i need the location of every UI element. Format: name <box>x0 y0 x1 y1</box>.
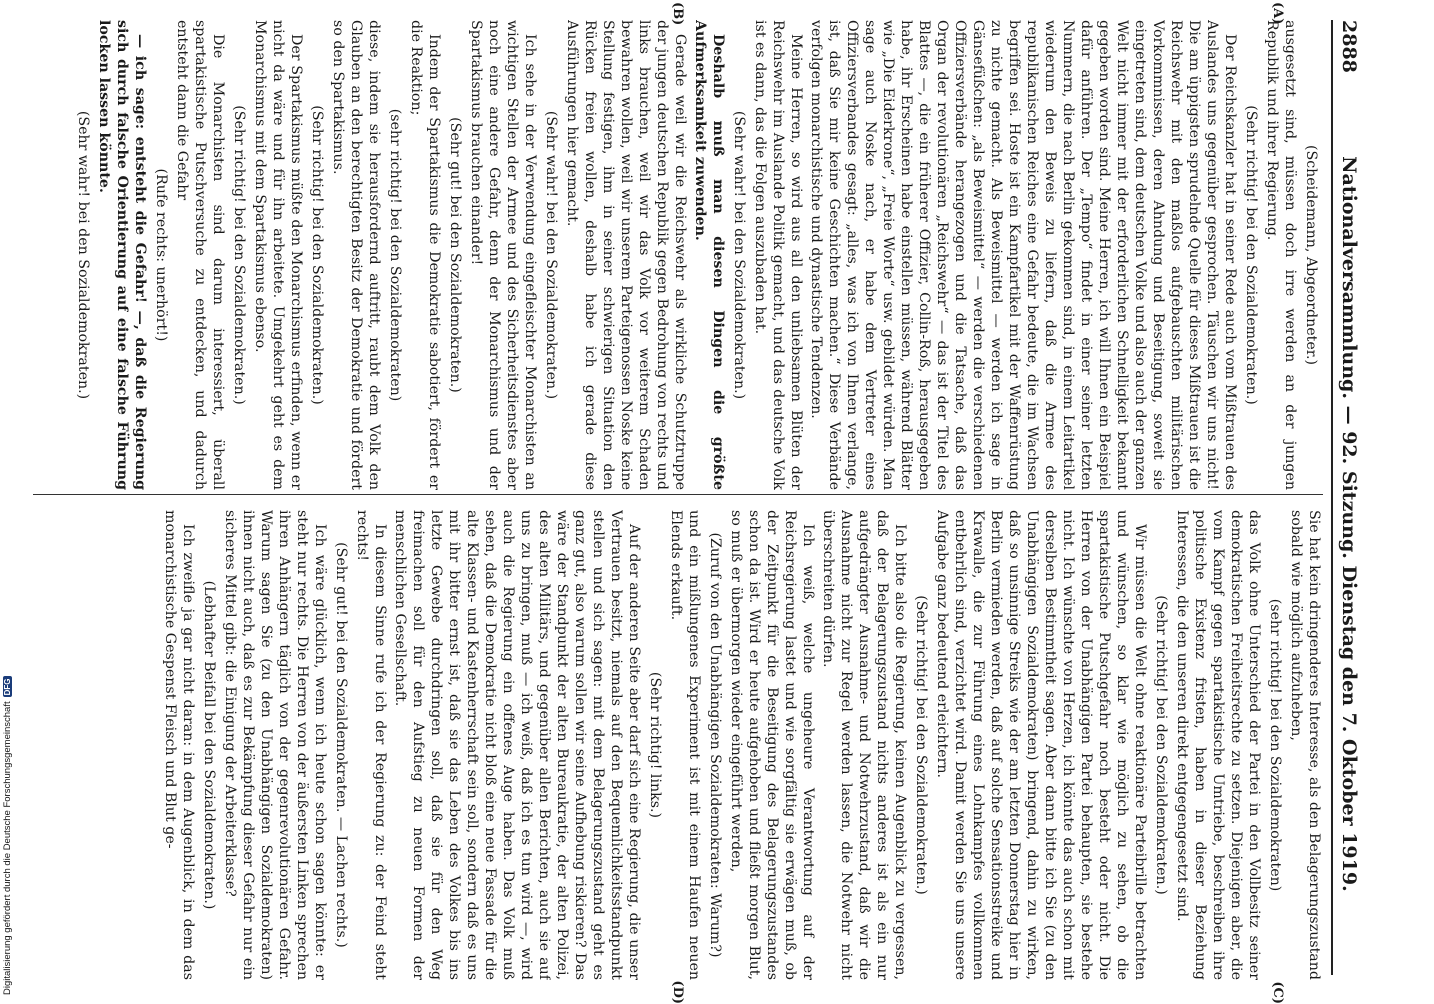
paragraph: Ich sehe in der Verwendung eingefleischter Monarchisten an wichtigen Stellen der Armee und des Sicherheitsdienstes aber noch eine andere Gefahr, denn der Monarchismus und der Spartakismus brauchen einander! <box>468 20 538 490</box>
margin-letter-d: (D) <box>670 980 685 1004</box>
paragraph: Meine Herren, so wird aus all den unliebsamen Blüten der Reichswehr im Auslande Politik gemacht, und das deutsche Volk ist es dann, das die Folgen auszubaden hat. <box>752 20 804 490</box>
margin-letter-a: (A) <box>1270 2 1285 25</box>
interjection: (Sehr richtig! bei den Sozialdemokraten.) <box>1153 595 1169 895</box>
right-column <box>33 510 1323 980</box>
header-rule <box>1331 20 1333 975</box>
margin-letter-b: (B) <box>670 2 685 26</box>
paragraph: diese, indem sie herausfordernd auftritt, raubt dem Volk den Glauben an den berechtigten Besitz der Demokratie und fördert so den Spartakismus. <box>330 20 382 490</box>
paragraph: ausgesetzt sind, müssen doch irre werden an der jungen Republik und ihrer Regierung. <box>1264 20 1298 490</box>
paragraph: In diesem Sinne rufe ich der Regierung zu: der Feind steht rechts! <box>354 510 388 980</box>
interjection: (Sehr wahr! bei den Sozialdemokraten.) <box>731 110 747 400</box>
paragraph: Ich bitte also die Regierung, keinen Augenblick zu vergessen, daß der Belagerungszustand nichts anderes ist als ein nur aufgedrängter Ausnahme- und Notwehrzustand, daß wir die Ausnahme nicht zur Regel werden lassen, die Notwehr nicht überschreiten dürfen. <box>820 510 908 980</box>
paragraph: Sie hat kein dringenderes Interesse, als den Belagerungszustand sobald wie möglich aufzuheben, <box>1288 510 1322 980</box>
interjection: (Sehr wahr! bei den Sozialdemokraten.) <box>75 110 91 400</box>
paragraph: Die Monarchisten sind darum interessiert, überall spartakistische Putschversuche zu entdecken, und dadurch entsteht dann die Gefahr <box>174 20 226 490</box>
paragraph: das Volk ohne Unterschied der Partei in den Vollbesitz seiner demokratischen Freiheitsrechte zu setzen. Diejenigen aber, die vom Kampf gegen spartakistische Umtriebe, beschreiben ihre politische Existenz fristen, haben in dieser Beziehung Interessen, die den unseren direkt entgegengesetzt sind. <box>1174 510 1262 980</box>
page-number: 2888 <box>1338 20 1360 73</box>
paragraph: Auf der anderen Seite aber darf sich eine Regierung, die unser Vertrauen besitzt, niemals auf den Bequemlichkeitsstandpunkt stellen und sich sagen: mit dem Belagerungszustand geht es ganz gut, also warum sollen wir seine Aufhebung riskieren? Das wäre der Standpunkt der alten Bureaukratie, der alten Polizei, des alten Militärs, und gegenüber allen Berichten, auch sie auf uns zu bringen, muß — ich weiß, daß ich es tun wird —, wird auch die Regierung ein offenes Auge haben. Das Volk muß sehen, daß die Demokratie nicht bloß eine neue Fassade für die alte Klassen- und Kastenherrschaft sein soll, sondern daß es uns mit ihr bitter ernst ist, daß sie das Leben des Volkes bis ins letzte Gewebe durchdringen soll, daß sie für den Weg freimachen soll für den Aufstieg zu neuen Formen der menschlichen Gesellschaft. <box>392 510 642 980</box>
paragraph: Ich weiß, welche ungeheure Verantwortung auf der Reichsregierung lastet und wie sorgfältig sie erwägen muß, ob der Zeitpunkt für die Beseitigung des Belagerungszustandes schon da ist. Wird er heute aufgehoben und fließt morgen Blut, so muß er übermorgen wieder eingeführt werden, <box>728 510 816 980</box>
paragraph: Der Reichskanzler hat in seiner Rede auch vom Mißtrauen des Auslandes uns gegenüber gesprochen. Täuschen wir uns nicht! Die am üppigsten sprudelnde Quelle für dieses Mißtrauen ist die Reichswehr mit den maßlos aufgebauschten militärischen Vorkommnissen, deren Ahndung und Beseitigung, soweit sie eingetreten sind, dem deutschen Volke und also auch der ganzen Welt nicht immer mit der erforderlichen Schnelligkeit bekannt gegeben worden sind. Meine Herren, ich will Ihnen ein Beispiel dafür anführen. Der „Tempo“ findet in einer seiner letzten Nummern, die nach Berlin gekommen sind, in einem Leitartikel wiederum den Beweis zu liefern, daß die Armee des republikanischen Reiches eine Gefahr bedeute, die im Wachsen begriffen sei. Hoste ist ein Kampfartikel mit der Waffenrüstung zu nichte gemacht. Als Beweismittel — werden ich sage in Gänsefüßchen: „als Beweismittel“ — werden die verschiedenen Offiziersverbände herangezogen und die Tatsache, daß das Organ der revolutionären „Reichswehr“ — das ist der Titel des Blattes —, die ein früherer Offizier, Collin-Roß, herausgegeben habe, ihr Erscheinen habe einstellen müssen, während Blätter wie „Die Eiderkrone“, „Freie Worte“ usw. gebildet würden. Man sage auch Noske nach, er habe dem Vertreter eines Offiziersverbandes gesagt: „alles, was ich von Ihnen verlange, ist, daß Sie mir keine Geschichten machen.“ Diese Verbände verfolgen monarchistische und dynastische Tendenzen. <box>808 20 1238 490</box>
paragraph: Wir müssen die Welt ohne reaktionäre Parteibrille betrachten und wünschen, so klar wie möglich zu sehen, ob die spartakistische Putschgefahr noch besteht oder nicht. Die Herren von der Unabhängigen Partei behaupten, sie bestehe nicht. Ich wünschte von Herzen, ich könnte das auch schon mit derselben Bestimmtheit sagen. Aber dann bitte ich Sie (zu den Unabhängigen Sozialdemokraten) bringend, dahin zu wirken, daß so unsinnige Streiks wie der am letzten Donnerstag hier in Berlin vermieden werden, daß auf solche Sensationsstreike und Krawalle, die zur Führung eines Lohnkampfes vollkommen entbehrlich sind, verzichtet wird. Damit werden Sie uns unsere Aufgabe ganz bedeutend erleichtern. <box>934 510 1148 980</box>
page-title: Nationalversammlung. — 92. Sitzung. Dienstag den 7. Oktober 1919. <box>1338 156 1360 892</box>
interjection: (Sehr richtig! bei den Sozialdemokraten.) <box>913 595 929 895</box>
interjection: (sehr richtig! bei den Sozialdemokraten) <box>1267 598 1283 892</box>
margin-letter-c: (C) <box>1270 981 1285 1004</box>
left-column <box>33 20 1323 490</box>
footer-text: Digitalisierung gefördert durch die Deutsche Forschungsgemeinschaft <box>2 701 13 995</box>
page-header <box>1335 20 1363 975</box>
interjection: (Sehr richtig! bei den Sozialdemokraten.) <box>309 105 325 405</box>
interjection: (Sehr gut! bei den Sozialdemokraten.) <box>447 117 463 393</box>
interjection: (sehr richtig! bei den Sozialdemokraten) <box>387 108 403 402</box>
speaker-label: (Scheidemann, Abgeordneter.) <box>1303 144 1319 366</box>
paragraph: Ich wäre glücklich, wenn ich heute schon sagen könnte: er steht nur rechts. Die Herren von der äußersten Linken sprechen ihren Anhängern täglich von der gegenrevolutionären Gefahr. Warum sagen Sie (zu den Unabhängigen Sozialdemokraten) ihnen nicht auch, daß es zur Bekämpfung dieser Gefahr nur ein sicheres Mittel gibt: die Einigung der Arbeiterklasse? <box>222 510 328 980</box>
paragraph: Gerade weil wir die Reichswehr als wirkliche Schutztruppe der jungen deutschen Republik gegen Bedrohung von rechts und links brauchen, weil wir das Volk vor weiterem Schaden bewahren wollen, weil wir unserem Parteigenossen Noske keine Stellung festigen, ihm in seiner schwierigen Situation den Rücken freien wollen, deshalb habe ich gerade diese Ausführungen hier gemacht. <box>564 20 688 490</box>
interjection: (Sehr gut! bei den Sozialdemokraten. — Lachen rechts.) <box>333 542 349 948</box>
paragraph: Deshalb muß man diesen Dingen die größte Aufmerksamkeit zuwenden. <box>692 20 726 490</box>
interjection: (Sehr richtig! links.) <box>647 671 663 819</box>
paragraph: Der Spartakismus müßte den Monarchismus erfinden, wenn er nicht da wäre und für ihn arbeitete. Umgekehrt geht es dem Monarchismus mit dem Spartakismus ebenso. <box>252 20 304 490</box>
document-page <box>5 0 1375 1004</box>
interjection: (Sehr richtig! bei den Sozialdemokraten.) <box>231 105 247 405</box>
paragraph: — ich sage: entsteht die Gefahr! —, daß die Regierung sich durch falsche Orientierung auf eine falsche Führung locken lassen könnte. <box>96 20 148 490</box>
interjection: (Sehr wahr! bei den Sozialdemokraten.) <box>543 110 559 400</box>
paragraph: und ein mißlungenes Experiment ist mit einem Haufen neuen Elends erkauft. <box>668 510 702 980</box>
interjection: (Sehr richtig! bei den Sozialdemokraten.) <box>1243 105 1259 405</box>
interjection: (Zuruf von den Unabhängigen Sozialdemokraten: Warum?) <box>707 532 723 958</box>
interjection: (Rufe rechts: unerhört!) <box>153 168 169 342</box>
paragraph: Ich zweifle ja gar nicht daran: in dem Augenblick, in dem das monarchistische Gespenst Fleisch und Blut ge- <box>162 510 196 980</box>
dfg-logo: DFG <box>3 678 12 696</box>
column-divider <box>33 494 1323 495</box>
interjection: (Lebhafter Beifall bei den Sozialdemokraten.) <box>201 580 217 910</box>
paragraph: Indem der Spartakismus die Demokratie sabotiert, fördert er die Reaktion; <box>408 20 442 490</box>
